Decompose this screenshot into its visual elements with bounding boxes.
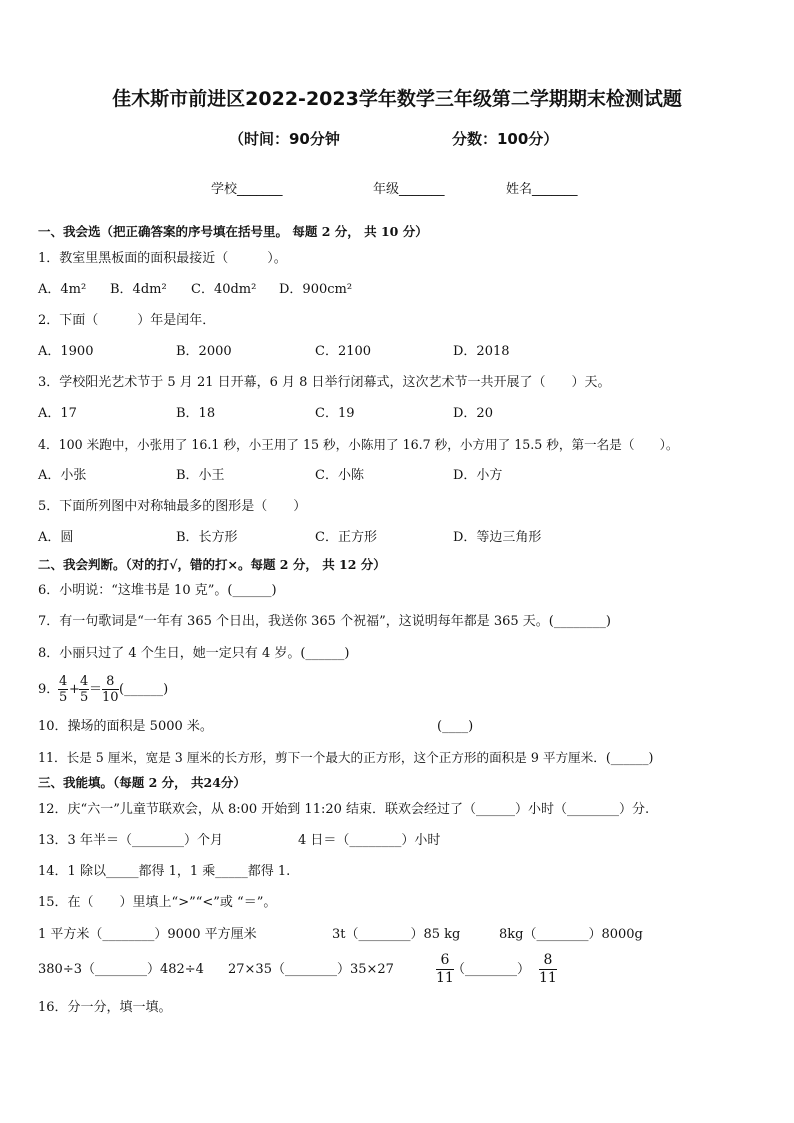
q9-fraction-1: $\frac{4}{5}$: [59, 674, 68, 705]
question-14: 14．1 除以_____都得 1，1 乘_____都得 1.: [38, 864, 291, 879]
q2-option-c: C．2100: [315, 344, 372, 359]
q9-fraction-3: $\frac{8}{10}$: [102, 674, 119, 705]
q15-compare-division: 380÷3（________）482÷4: [38, 962, 204, 977]
q1-option-c: C．40dm²: [191, 282, 257, 297]
q9-fraction-2: $\frac{4}{5}$: [80, 674, 89, 705]
q1-option-d: D．900cm²: [279, 282, 353, 297]
q4-option-b: B．小王: [176, 468, 225, 483]
q1-option-b: B．4dm²: [110, 282, 167, 297]
q15-compare-weight-kg: 8kg（________）8000g: [499, 927, 643, 942]
question-16: 16．分一分，填一填。: [38, 1000, 172, 1015]
q15-compare-weight-t: 3t（________）85 kg: [332, 927, 461, 942]
q15-fraction-compare-blank[interactable]: （________）: [452, 962, 531, 977]
q2-option-d: D．2018: [453, 344, 510, 359]
question-12: 12．庆“六一”儿童节联欢会，从 8:00 开始到 11:20 结束．联欢会经过了（______）小时（________）分.: [38, 802, 650, 817]
exam-time: （时间：90分钟: [229, 130, 340, 148]
q5-option-a: A．圆: [38, 530, 74, 545]
question-10: 10．操场的面积是 5000 米。: [38, 719, 213, 734]
exam-score: 分数：100分）: [452, 130, 559, 148]
q10-answer-blank[interactable]: (____): [437, 719, 474, 734]
q5-option-c: C．正方形: [315, 530, 377, 545]
question-5: 5．下面所列图中对称轴最多的图形是（ ）: [38, 499, 307, 514]
question-3: 3．学校阳光艺术节于 5 月 21 日开幕，6 月 8 日举行闭幕式，这次艺术节一共开展了（ ）天。: [38, 375, 611, 390]
section-2-heading: 二、我会判断。（对的打√，错的打×。每题 2 分， 共 12 分）: [38, 557, 386, 572]
q9-answer-blank[interactable]: (______): [119, 682, 169, 697]
question-8: 8．小丽只过了 4 个生日，她一定只有 4 岁。(______): [38, 646, 350, 661]
q3-option-b: B．18: [176, 406, 216, 421]
question-13-hours: 4 日＝（________）小时: [298, 833, 441, 848]
q15-compare-multiplication: 27×35（________）35×27: [228, 962, 394, 977]
question-7: 7．有一句歌词是“一年有 365 个日出，我送你 365 个祝福”，这说明每年都是 365 天。(________): [38, 614, 611, 629]
q15-fraction-6-11: $\frac{6}{11}$: [436, 952, 454, 986]
q9-equals: ＝: [89, 682, 103, 697]
q3-option-d: D．20: [453, 406, 493, 421]
question-2: 2．下面（ ）年是闰年．: [38, 313, 216, 328]
q5-option-d: D．等边三角形: [453, 530, 542, 545]
question-11: 11．长是 5 厘米，宽是 3 厘米的长方形，剪下一个最大的正方形，这个正方形的面积是 9 平方厘米．(______): [38, 750, 654, 765]
grade-field[interactable]: 年级_______: [373, 182, 445, 197]
question-13-months: 13．3 年半＝（________）个月: [38, 833, 223, 848]
question-4: 4．100 米跑中，小张用了 16.1 秒，小王用了 15 秒，小陈用了 16.7 秒，小方用了 15.5 秒，第一名是（ ）。: [38, 437, 679, 452]
question-9-label: 9．: [38, 682, 60, 697]
section-3-heading: 三、我能填。（每题 2 分， 共24分）: [38, 775, 246, 790]
q5-option-b: B．长方形: [176, 530, 238, 545]
section-1-heading: 一、我会选（把正确答案的序号填在括号里。 每题 2 分， 共 10 分）: [38, 224, 428, 239]
q2-option-a: A．1900: [38, 344, 94, 359]
page-title: 佳木斯市前进区2022-2023学年数学三年级第二学期期末检测试题: [112, 88, 682, 110]
question-6: 6．小明说：“这堆书是 10 克”。(______): [38, 583, 277, 598]
q4-option-c: C．小陈: [315, 468, 364, 483]
q9-plus: +: [69, 682, 80, 697]
question-15: 15．在（ ）里填上“>”“<”或 “＝”。: [38, 895, 277, 910]
school-field[interactable]: 学校_______: [211, 182, 283, 197]
q4-option-d: D．小方: [453, 468, 503, 483]
q2-option-b: B．2000: [176, 344, 232, 359]
q15-fraction-8-11: $\frac{8}{11}$: [539, 952, 557, 986]
q3-option-c: C．19: [315, 406, 355, 421]
q3-option-a: A．17: [38, 406, 77, 421]
q1-option-a: A．4m²: [38, 282, 87, 297]
q15-compare-area: 1 平方米（________）9000 平方厘米: [38, 927, 257, 942]
question-1: 1．教室里黑板面的面积最接近（ ）。: [38, 251, 287, 266]
name-field[interactable]: 姓名_______: [506, 182, 578, 197]
q4-option-a: A．小张: [38, 468, 87, 483]
